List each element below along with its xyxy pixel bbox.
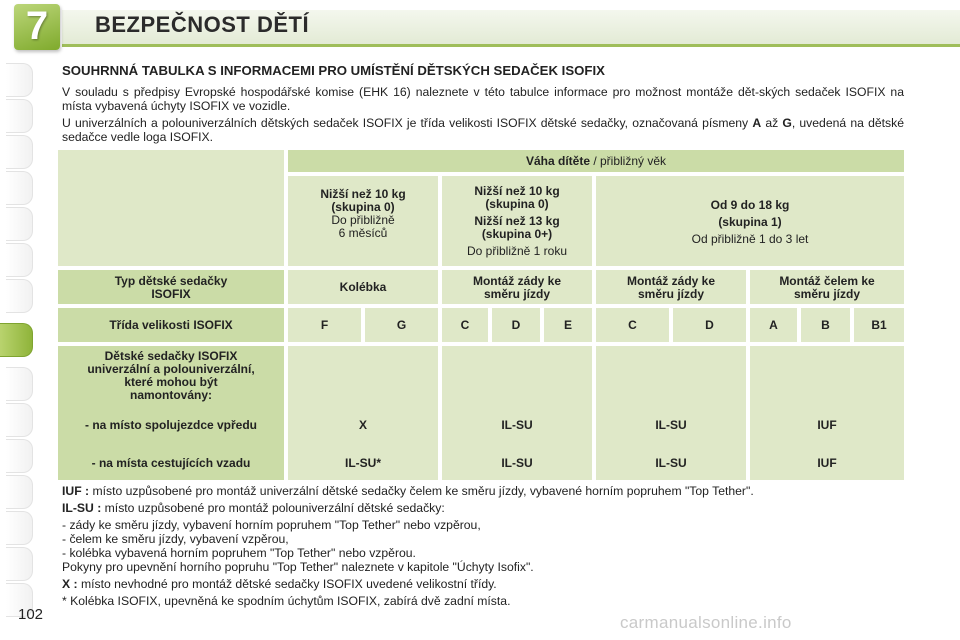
class-value: D xyxy=(705,318,714,332)
chapter-tab-active[interactable] xyxy=(0,323,33,357)
intro-p2-conj: až xyxy=(761,116,783,130)
group-0-header xyxy=(288,176,438,266)
type-value: Montáž čelem ke xyxy=(779,274,875,288)
front-value: X xyxy=(358,418,367,432)
weight-header-bold: Váha dítěte xyxy=(525,154,590,168)
seats-label-2: univerzální a polouniverzální, xyxy=(87,362,255,376)
seats-label-4: namontovány: xyxy=(129,388,212,402)
class-value: A xyxy=(769,318,778,332)
note-iuf-text: místo uzpůsobené pro montáž univerzální dětské sedačky čelem ke směru jízdy, vybavené horním popruhem "Top Tether". xyxy=(89,484,754,498)
chapter-tab[interactable] xyxy=(6,439,33,473)
group-1-age: Od přibližně 1 do 3 let xyxy=(691,232,809,246)
rear-value: IL-SU xyxy=(655,456,687,470)
chapter-tab[interactable] xyxy=(6,547,33,581)
class-cell xyxy=(544,308,592,342)
class-value: B xyxy=(821,318,830,332)
group-1-weight: Od 9 do 18 kg xyxy=(710,198,790,212)
seats-label-3: které mohou být xyxy=(124,375,218,389)
note-ilsu xyxy=(62,501,922,515)
rear-value: IUF xyxy=(817,456,837,470)
note-asterisk: * Kolébka ISOFIX, upevněná ke spodním úchytům ISOFIX, zabírá dvě zadní místa. xyxy=(62,594,511,608)
front-value: IL-SU xyxy=(501,418,533,432)
chapter-tab[interactable] xyxy=(6,63,33,97)
class-value: G xyxy=(396,318,407,332)
row-label-front-passenger: - na místo spolujezdce vpředu xyxy=(84,418,258,432)
class-value: D xyxy=(511,318,521,332)
seats-label-cell xyxy=(58,346,284,480)
chapter-tab[interactable] xyxy=(6,99,33,133)
group-0plus-name-2: (skupina 0+) xyxy=(481,227,553,241)
chapter-tab[interactable] xyxy=(6,207,33,241)
seats-label-1: Dětské sedačky ISOFIX xyxy=(104,349,238,363)
seats-cell-group1-front xyxy=(750,346,904,480)
intro-paragraph-2 xyxy=(62,116,904,144)
chapter-tabs xyxy=(0,55,34,635)
chapter-tab[interactable] xyxy=(6,511,33,545)
class-value: C xyxy=(460,318,470,332)
note-tether: Pokyny pro upevnění horního popruhu "Top Tether" naleznete v kapitole "Úchyty Isofix". xyxy=(62,560,534,574)
type-cell xyxy=(442,270,592,304)
type-cell xyxy=(288,270,438,304)
type-value-2: směru jízdy xyxy=(483,287,551,301)
header-underline xyxy=(62,44,960,47)
chapter-tab[interactable] xyxy=(6,135,33,169)
rear-value: IL-SU xyxy=(501,456,533,470)
intro-p2-tail: , uvedená na dětské sedačce vedle loga ISOFIX. xyxy=(62,116,904,144)
type-cell xyxy=(750,270,904,304)
group-0plus-weight-1: Nižší než 10 kg xyxy=(474,184,560,198)
class-cell xyxy=(492,308,540,342)
class-value: F xyxy=(320,318,329,332)
type-value: Montáž zády ke xyxy=(472,274,562,288)
chapter-tab[interactable] xyxy=(6,243,33,277)
class-cell xyxy=(673,308,746,342)
class-cell xyxy=(750,308,797,342)
class-cell xyxy=(801,308,850,342)
note-ilsu-key: IL-SU : xyxy=(62,501,102,515)
group-1-header xyxy=(596,176,904,266)
class-value: C xyxy=(628,318,637,332)
note-ilsu-item: - čelem ke směru jízdy, vybavení vzpěrou, xyxy=(62,532,289,546)
letter-a: A xyxy=(752,116,762,130)
watermark: carmanualsonline.info xyxy=(620,613,792,632)
intro-p2-text: U univerzálních a polouniverzálních dětských sedaček ISOFIX je třída velikosti ISOFIX dětské sedačky, označovaná písmeny xyxy=(62,116,753,130)
group-0plus-weight-2: Nižší než 13 kg xyxy=(474,214,560,228)
rear-value: IL-SU* xyxy=(345,456,381,470)
note-x-text: místo nevhodné pro montáž dětské sedačky ISOFIX uvedené velikostní třídy. xyxy=(77,577,497,591)
class-cell xyxy=(854,308,904,342)
row-label-rear-seats: - na místa cestujících vzadu xyxy=(91,456,251,470)
section-title: SOUHRNNÁ TABULKA S INFORMACEMI PRO UMÍSTĚNÍ DĚTSKÝCH SEDAČEK ISOFIX xyxy=(62,63,605,78)
class-value: E xyxy=(563,318,572,332)
class-cell xyxy=(596,308,669,342)
note-iuf xyxy=(62,484,922,498)
type-label-cell xyxy=(58,270,284,304)
group-0-name: (skupina 0) xyxy=(331,200,395,214)
group-0-age-2: 6 měsíců xyxy=(338,226,388,240)
page-title: BEZPEČNOST DĚTÍ xyxy=(95,12,310,37)
class-cell xyxy=(288,308,361,342)
chapter-tab[interactable] xyxy=(6,367,33,401)
note-x xyxy=(62,577,922,591)
letter-g: G xyxy=(782,116,792,130)
chapter-tab[interactable] xyxy=(6,171,33,205)
chapter-tab[interactable] xyxy=(6,403,33,437)
group-0-weight: Nižší než 10 kg xyxy=(320,187,406,201)
type-label-2: ISOFIX xyxy=(151,287,191,301)
table-corner xyxy=(58,150,284,266)
note-ilsu-text: místo uzpůsobené pro montáž polouniverzální dětské sedačky: xyxy=(101,501,445,515)
seats-cell-group1-rear xyxy=(596,346,746,480)
class-value: B1 xyxy=(871,318,887,332)
group-0plus-name-1: (skupina 0) xyxy=(485,197,549,211)
type-value: Kolébka xyxy=(339,280,387,294)
type-cell xyxy=(596,270,746,304)
group-1-name: (skupina 1) xyxy=(718,215,782,229)
weight-header-rest: / přibližný věk xyxy=(590,154,667,168)
chapter-tab[interactable] xyxy=(6,279,33,313)
type-label-1: Typ dětské sedačky xyxy=(114,274,228,288)
group-0plus-header xyxy=(442,176,592,266)
front-value: IUF xyxy=(817,418,837,432)
type-value: Montáž zády ke xyxy=(626,274,716,288)
class-cell xyxy=(365,308,438,342)
page-number: 102 xyxy=(18,606,44,623)
class-label: Třída velikosti ISOFIX xyxy=(109,318,233,332)
type-value-2: směru jízdy xyxy=(637,287,705,301)
chapter-tab[interactable] xyxy=(6,475,33,509)
intro-paragraph-1: V souladu s předpisy Evropské hospodářské komise (EHK 16) naleznete v této tabulce informace pro možnost montáže dět-ských sedaček ISOFIX na místa vybavená úchyty ISOFIX ve vozidle. xyxy=(62,85,904,113)
seats-cell-group0plus xyxy=(442,346,592,480)
type-value-2: směru jízdy xyxy=(793,287,861,301)
weight-header xyxy=(288,150,904,172)
note-iuf-key: IUF : xyxy=(62,484,90,498)
group-0-age-1: Do přibližně xyxy=(331,213,395,227)
class-label-cell xyxy=(58,308,284,342)
group-0plus-age: Do přibližně 1 roku xyxy=(466,244,568,258)
note-x-key: X : xyxy=(62,577,78,591)
seats-cell-group0 xyxy=(288,346,438,480)
note-ilsu-item: - kolébka vybavená horním popruhem "Top Tether" nebo vzpěrou. xyxy=(62,546,416,560)
note-ilsu-item: - zády ke směru jízdy, vybavení horním popruhem "Top Tether" nebo vzpěrou, xyxy=(62,518,481,532)
chapter-number: 7 xyxy=(25,4,49,48)
class-cell xyxy=(442,308,488,342)
page-header xyxy=(0,0,960,50)
front-value: IL-SU xyxy=(655,418,687,432)
chapter-badge xyxy=(14,4,60,50)
